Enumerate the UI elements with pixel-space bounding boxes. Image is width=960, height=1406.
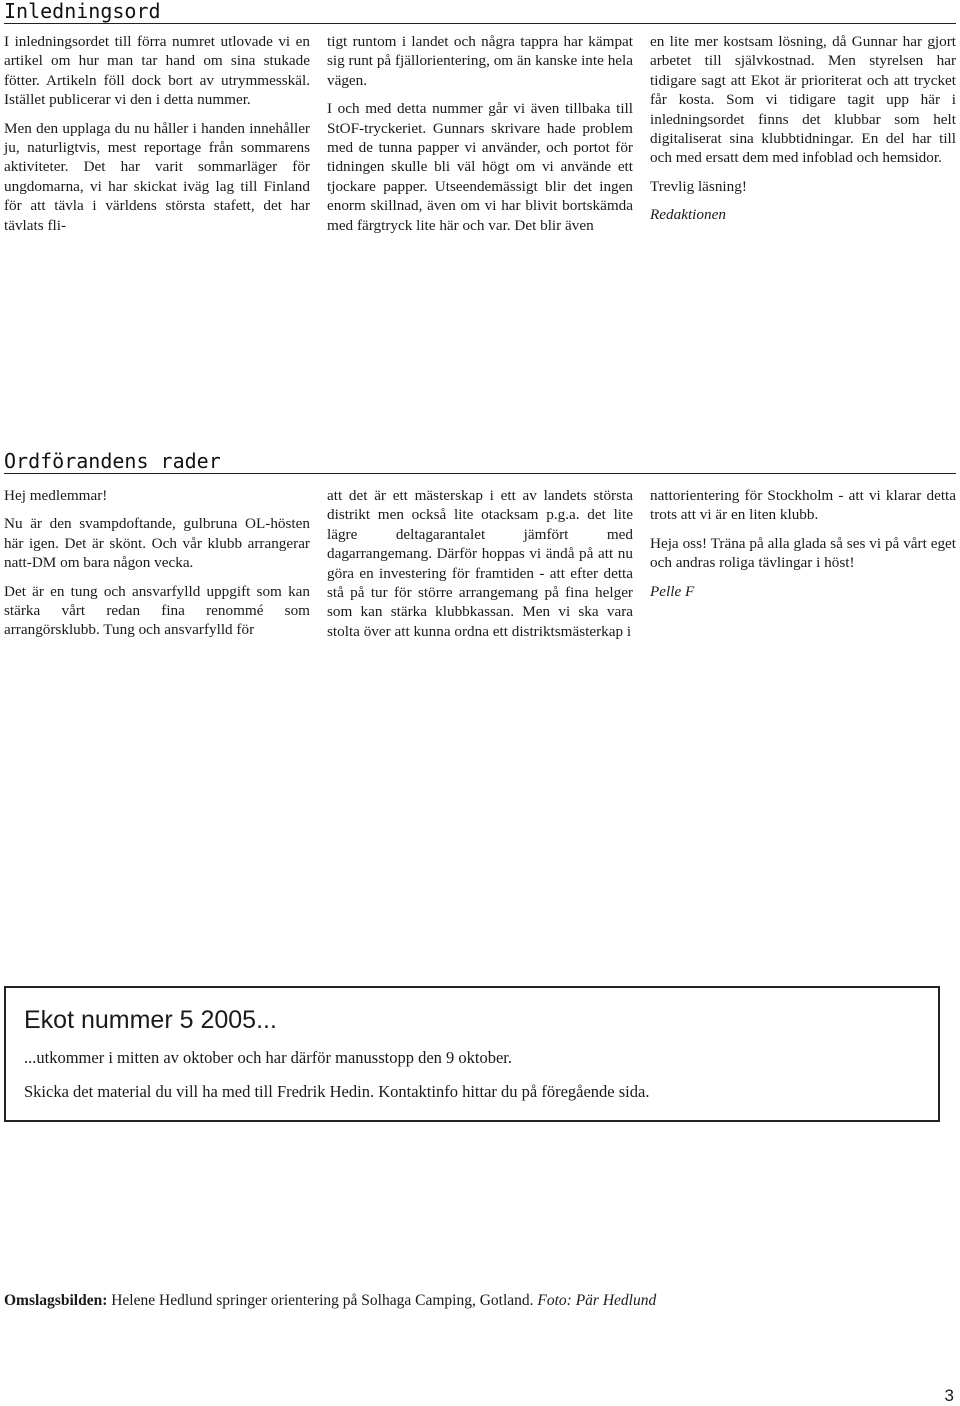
paragraph: nattorientering för Stockholm - att vi klarar detta trots att vi är en liten klubb. [650,487,956,524]
paragraph: Nu är den svampdoftande, gulbruna OL-hösten här igen. Det är skönt. Och vår klubb arrangerar natt-DM om bara någon vecka. [4,515,310,572]
paragraph: Trevlig läsning! [650,177,747,195]
cover-caption [4,1291,656,1311]
ordforandens-rader-heading: Ordförandens rader [4,450,956,474]
inledningsord-column-1 [4,32,310,235]
caption-label: Omslagsbilden: [4,1292,108,1309]
ordforandens-column-2 [327,486,633,641]
inledningsord-column-2 [327,32,633,235]
photo-credit: Foto: Pär Hedlund [533,1292,657,1309]
ordforandens-column-3 [650,486,956,610]
inledningsord-column-3 [650,32,956,234]
notice-contact: Skicka det material du vill ha med till Fredrik Hedin. Kontaktinfo hittar du på föregående sida. [24,1082,650,1101]
paragraph: Men den upplaga du nu håller i handen innehåller ju, naturligtvis, mest reportage från sommarens aktiviteter. Det har varit sommarläger för ungdomarna, vi har skickat iväg lag till Finland för att tävla i världens största stafett, det har tävlats fli- [4,119,310,234]
inledningsord-heading: Inledningsord [4,0,956,24]
signature: Redaktionen [650,206,726,224]
paragraph: Heja oss! Träna på alla glada så ses vi på vårt eget och andras roliga tävlingar i höst! [650,534,956,572]
ordforandens-column-1 [4,486,310,640]
paragraph: tigt runtom i landet och några tappra har kämpat sig runt på fjällorientering, om än kanske inte hela vägen. [327,33,633,89]
paragraph: en lite mer kostsam lösning, då Gunnar har gjort arbetet till självkostnad. Men styrelsen har tidigare sagt att Ekot är prioriterat och att trycket får kosta. Som vi tidigare tagit upp här i inledningsordet finns det klubbar som helt digitaliserat sina klubbtidningar. En del har till och med ersatt dem med infoblad och hemsidor. [650,33,956,167]
notice-title: Ekot nummer 5 2005... [24,1006,277,1034]
page-number: 3 [944,1386,954,1405]
paragraph: Det är en tung och ansvarfylld uppgift som kan stärka vårt redan fina renommé som arrangörsklubb. Tung och ansvarfylld för [4,582,310,639]
notice-box [4,986,940,1122]
signature: Pelle F [650,582,695,600]
notice-deadline: ...utkommer i mitten av oktober och har därför manusstopp den 9 oktober. [24,1048,513,1067]
paragraph: Hej medlemmar! [4,487,108,504]
paragraph: I inledningsordet till förra numret utlovade vi en artikel om hur man tar hand om sina stukade fötter. Artikeln föll dock bort av utrymmesskäl. Istället publicerar vi den i detta nummer. [4,33,310,109]
caption-text: Helene Hedlund springer orientering på Solhaga Camping, Gotland. [107,1292,534,1309]
paragraph: att det är ett mästerskap i ett av landets största distrikt men också lite otacksam p.g.a. det lite lägre deltagarantalet jämfört med dagarrangemang. Därför hoppas vi ändå på att nu göra en investering för framtiden - att efter detta stå på tur för större arrangemang på fina helger som kan stärka klubbkassan. Men vi ska vara stolta över att kunna ordna ett distriktsmästerkap i [327,487,633,640]
paragraph: I och med detta nummer går vi även tillbaka till StOF-tryckeriet. Gunnars skrivare hade problem med de tunna papper vi använder, och portot för tidningen skulle bli väl högt om vi använde ett tjockare papper. Utseendemässigt blir det ingen enorm skillnad, även om vi har blivit bortskämda med färgtryck lite här och var. Det blir även [327,100,633,234]
